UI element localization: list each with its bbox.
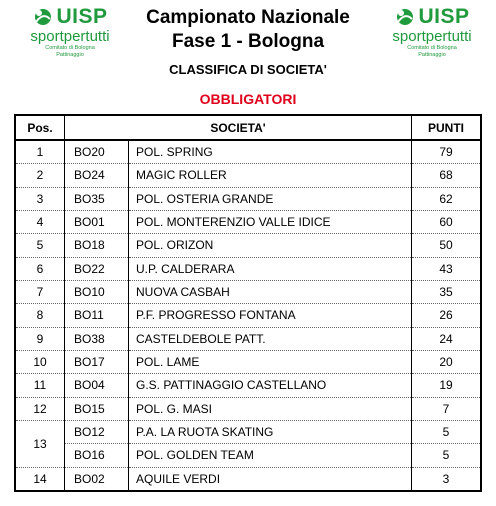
logo-sub2: Pattinaggio (418, 52, 446, 58)
cell-pos: 1 (15, 140, 65, 164)
cell-pos: 10 (15, 350, 65, 373)
logo-brand: UISP (418, 5, 470, 28)
cell-pos: 14 (15, 467, 65, 491)
cell-name: POL. ORIZON (129, 234, 412, 257)
cell-points: 24 (412, 327, 482, 350)
table-header-row (15, 115, 481, 140)
table-row (15, 280, 481, 303)
cell-points: 68 (412, 164, 482, 187)
cell-pos: 9 (15, 327, 65, 350)
cell-pos: 5 (15, 234, 65, 257)
cell-code: BO10 (65, 280, 129, 303)
cell-code: BO24 (65, 164, 129, 187)
cell-pos: 12 (15, 397, 65, 420)
cell-code: BO35 (65, 187, 129, 210)
logo-sub1: Comitato di Bologna (407, 45, 457, 51)
cell-code: BO18 (65, 234, 129, 257)
category-heading: OBBLIGATORI (199, 91, 297, 107)
cell-pos: 4 (15, 210, 65, 233)
cell-name: U.P. CALDERARA (129, 257, 412, 280)
cell-code: BO16 (65, 444, 129, 467)
table-row (15, 327, 481, 350)
cell-name: NUOVA CASBAH (129, 280, 412, 303)
cell-pos: 11 (15, 374, 65, 397)
cell-name: CASTELDEBOLE PATT. (129, 327, 412, 350)
table-row (15, 420, 481, 443)
cell-code: BO02 (65, 467, 129, 491)
cell-points: 79 (412, 140, 482, 164)
table-row (15, 257, 481, 280)
cell-points: 60 (412, 210, 482, 233)
cell-points: 19 (412, 374, 482, 397)
cell-pos: 2 (15, 164, 65, 187)
cell-pos: 3 (15, 187, 65, 210)
cell-pos: 13 (15, 420, 65, 467)
cell-points: 5 (412, 420, 482, 443)
cell-code: BO17 (65, 350, 129, 373)
table-row (15, 187, 481, 210)
cell-code: BO11 (65, 304, 129, 327)
cell-code: BO38 (65, 327, 129, 350)
cell-code: BO04 (65, 374, 129, 397)
table-row (15, 397, 481, 420)
cell-name: POL. MONTERENZIO VALLE IDICE (129, 210, 412, 233)
cell-name: POL. OSTERIA GRANDE (129, 187, 412, 210)
cell-name: P.A. LA RUOTA SKATING (129, 420, 412, 443)
cell-name: POL. SPRING (129, 140, 412, 164)
page-subtitle-phase: Fase 1 - Bologna (171, 31, 325, 52)
cell-points: 50 (412, 234, 482, 257)
table-row (15, 164, 481, 187)
logo-tagline: sportpertutti (392, 28, 472, 45)
page-title: Campionato Nazionale (146, 7, 350, 28)
uisp-logo-left (20, 6, 120, 59)
table-row (15, 374, 481, 397)
cell-code: BO01 (65, 210, 129, 233)
logo-tagline: sportpertutti (30, 28, 110, 45)
column-header-punti: PUNTI (412, 115, 482, 140)
cell-points: 43 (412, 257, 482, 280)
column-header-pos: Pos. (15, 115, 65, 140)
uisp-logo-right (382, 6, 482, 59)
ranking-table (14, 114, 482, 492)
cell-code: BO15 (65, 397, 129, 420)
table-row (15, 234, 481, 257)
cell-name: POL. LAME (129, 350, 412, 373)
cell-name: POL. GOLDEN TEAM (129, 444, 412, 467)
cell-name: P.F. PROGRESSO FONTANA (129, 304, 412, 327)
table-body (15, 140, 481, 491)
cell-name: POL. G. MASI (129, 397, 412, 420)
logo-brand: UISP (56, 5, 108, 28)
cell-code: BO12 (65, 420, 129, 443)
cell-points: 62 (412, 187, 482, 210)
cell-points: 20 (412, 350, 482, 373)
cell-name: MAGIC ROLLER (129, 164, 412, 187)
cell-name: AQUILE VERDI (129, 467, 412, 491)
cell-pos: 6 (15, 257, 65, 280)
column-header-societa: SOCIETA' (65, 115, 412, 140)
cell-code: BO20 (65, 140, 129, 164)
cell-code: BO22 (65, 257, 129, 280)
logo-sub1: Comitato di Bologna (45, 45, 95, 51)
table-row (15, 210, 481, 233)
cell-points: 26 (412, 304, 482, 327)
cell-pos: 8 (15, 304, 65, 327)
cell-points: 3 (412, 467, 482, 491)
table-row (15, 350, 481, 373)
uisp-emblem-icon (394, 7, 416, 27)
cell-points: 5 (412, 444, 482, 467)
logo-sub2: Pattinaggio (56, 52, 84, 58)
table-row (15, 304, 481, 327)
cell-points: 35 (412, 280, 482, 303)
table-row (15, 467, 481, 491)
table-row (15, 140, 481, 164)
cell-pos: 7 (15, 280, 65, 303)
cell-name: G.S. PATTINAGGIO CASTELLANO (129, 374, 412, 397)
ranking-heading: CLASSIFICA DI SOCIETA' (169, 62, 327, 77)
uisp-emblem-icon (32, 7, 54, 27)
cell-points: 7 (412, 397, 482, 420)
table-row (15, 444, 481, 467)
